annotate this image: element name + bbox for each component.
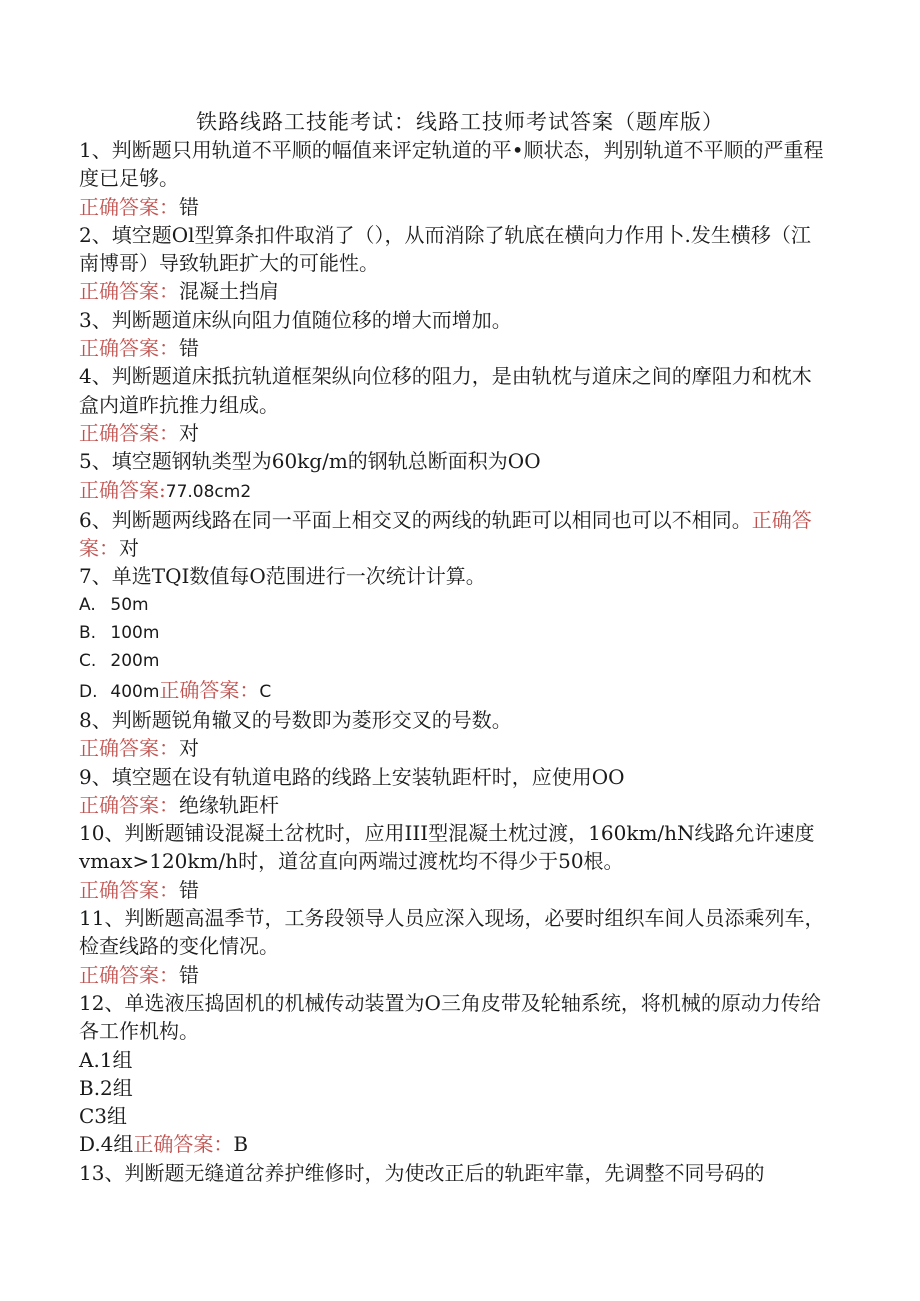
answer-label: 正确答案:: [79, 477, 166, 502]
option-c: [79, 647, 829, 675]
answer-value: 错: [179, 194, 199, 219]
answer-value: 对: [119, 536, 139, 561]
answer-value: 错: [179, 336, 199, 361]
answer-11: [79, 961, 829, 989]
document-title: 铁路线路工技能考试：线路工技师考试答案（题库版）: [196, 110, 724, 134]
answer-value: 绝缘轨距杆: [179, 792, 279, 817]
option-letter: B.: [79, 623, 97, 644]
answer-label: 正确答案：: [79, 792, 179, 817]
answer-label: 正确答案：: [79, 194, 179, 219]
option-letter: D.: [79, 681, 98, 702]
option-text: 200m: [110, 651, 160, 672]
answer-2: [79, 277, 829, 305]
option-b: [79, 619, 829, 647]
option-d: [79, 1130, 829, 1158]
answer-value: 对: [179, 736, 199, 761]
answer-label: 正确答案：: [79, 420, 179, 445]
option-a: [79, 591, 829, 619]
option-letter: C.: [79, 651, 97, 672]
question-list: [79, 136, 829, 1187]
answer-9: [79, 791, 829, 819]
answer-value: 错: [179, 877, 199, 902]
option-text: 50m: [110, 594, 149, 615]
option-d: [79, 676, 829, 706]
question-13: 13、判断题无缝道岔养护维修时，为使改正后的轨距牢靠，先调整不同号码的: [79, 1160, 765, 1185]
option-text: 100m: [110, 623, 160, 644]
answer-label: 正确答案：: [79, 736, 179, 761]
question-1: 1、判断题只用轨道不平顺的幅值来评定轨道的平•顺状态，判别轨道不平顺的严重程度已足够。: [79, 138, 824, 191]
option-letter: A.: [79, 594, 96, 615]
answer-label: 正确答案：: [133, 1132, 234, 1157]
answer-8: [79, 734, 829, 762]
answer-label: 正确答案：: [159, 677, 260, 702]
answer-4: [79, 419, 829, 447]
answer-label: 正确答案：: [79, 877, 179, 902]
answer-value: 对: [179, 420, 199, 445]
answer-value: C: [259, 681, 272, 702]
option-a: A.1组: [79, 1047, 133, 1072]
answer-5: [79, 476, 829, 506]
answer-label: 正确答案：: [79, 962, 179, 987]
option-b: B.2组: [79, 1075, 133, 1100]
answer-label: 确答案：: [79, 507, 812, 561]
answer-label: 正: [751, 507, 772, 532]
option-c: C3组: [79, 1104, 128, 1129]
answer-3: [79, 334, 829, 362]
option-text: D.4组: [79, 1132, 134, 1157]
answer-10: [79, 876, 829, 904]
answer-1: [79, 193, 829, 221]
question-2: 2、填空题Ol型算条扣件取消了（），从而消除了轨底在横向力作用卜.发生横移（江南博哥）导致轨距扩大的可能性。: [79, 222, 811, 276]
question-3: 3、判断题道床纵向阻力值随位移的增大而增加。: [79, 307, 512, 332]
answer-label: 正确答案：: [79, 336, 179, 361]
answer-value: 错: [179, 962, 199, 987]
question-5: 5、填空题钢轨类型为60kg∕m的钢轨总断面积为OO: [79, 449, 541, 474]
question-10: 10、判断题铺设混凝土岔枕时，应用III型混凝土枕过渡，160km∕hN线路允许速度vmax>120km∕h时，道岔直向两端过渡枕均不得少于50根。: [79, 821, 815, 874]
answer-label: 正确答案：: [79, 279, 179, 304]
question-8: 8、判断题锐角辙叉的号数即为菱形交叉的号数。: [79, 707, 512, 732]
question-6: [79, 506, 829, 563]
question-12: 12、单选液压捣固机的机械传动装置为O三角皮带及轮轴系统，将机械的原动力传给各工作机构。: [79, 990, 821, 1044]
answer-value: 77.08cm2: [165, 481, 252, 502]
answer-value: B: [233, 1132, 249, 1157]
question-6-text: 6、判断题两线路在同一平面上相交叉的两线的轨距可以相同也可以不相同。: [79, 507, 752, 532]
question-11: 11、判断题高温季节，工务段领导人员应深入现场，必要时组织车间人员添乘列车，检查线路的变化情况。: [79, 906, 825, 959]
question-9: 9、填空题在设有轨道电路的线路上安装轨距杆时，应使用OO: [79, 764, 625, 789]
question-7: 7、单选TQI数值每O范围进行一次统计计算。: [79, 564, 486, 589]
question-4: 4、判断题道床抵抗轨道框架纵向位移的阻力，是由轨枕与道床之间的摩阻力和枕木盒内道昨抗推力组成。: [79, 364, 812, 417]
option-text: 400m: [110, 681, 160, 702]
answer-value: 混凝土挡肩: [179, 279, 279, 304]
